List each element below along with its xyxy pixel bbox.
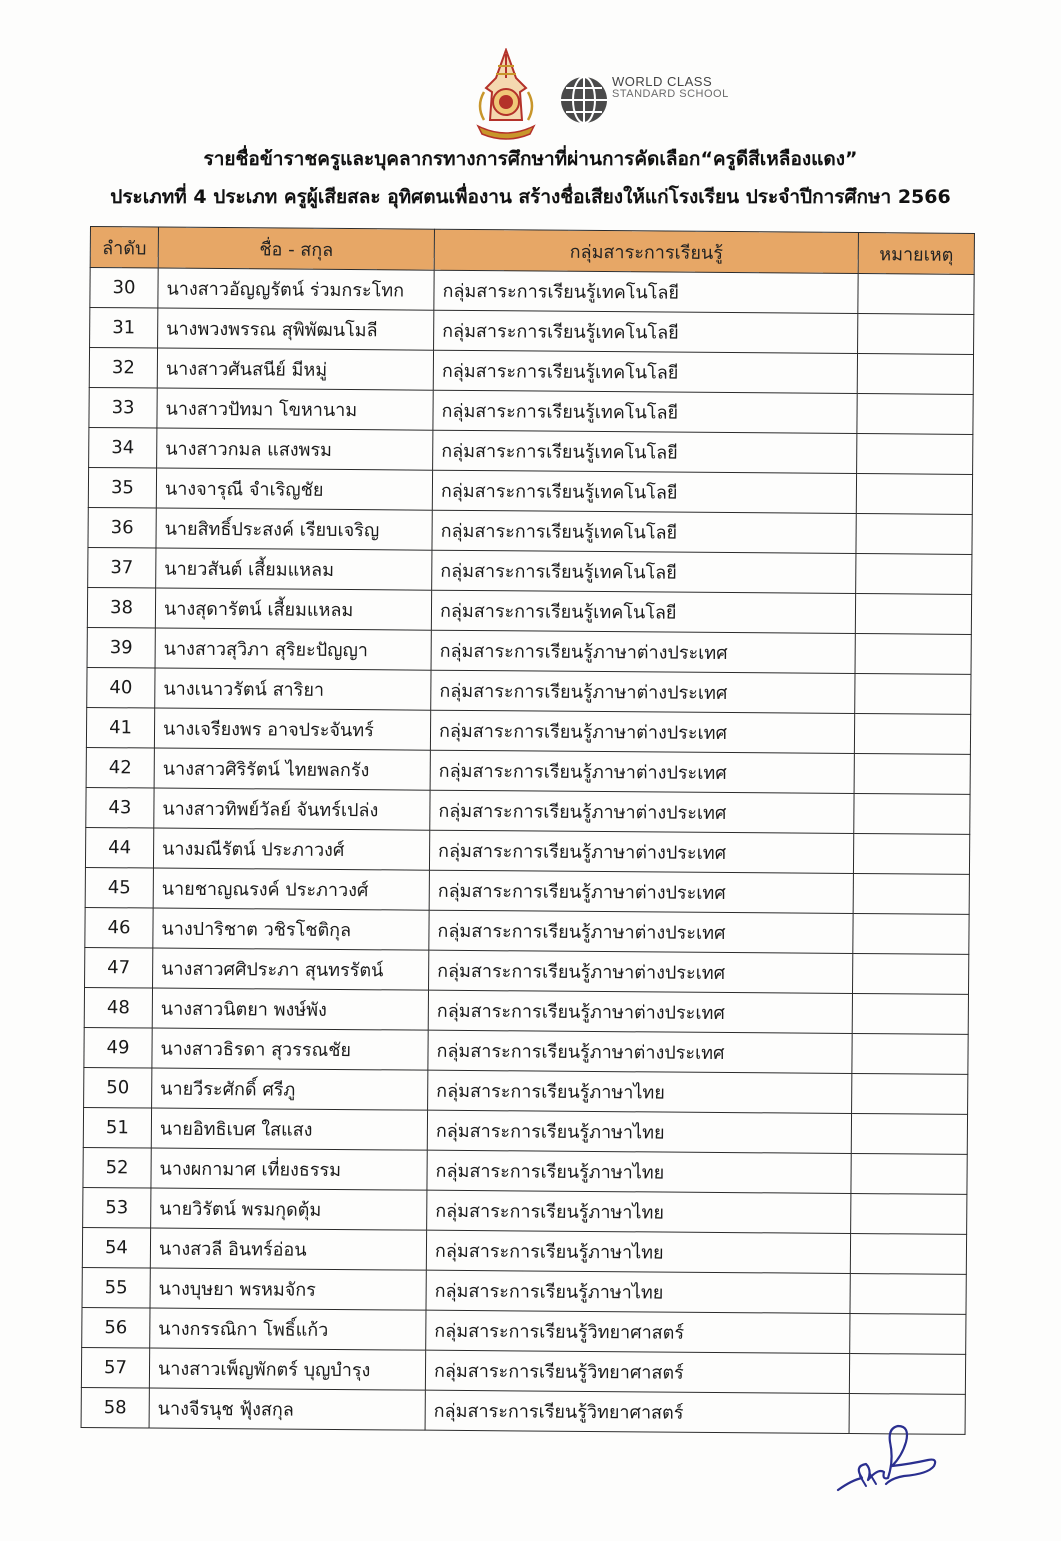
row-number: 38: [87, 587, 155, 628]
row-learning-group: กลุ่มสาระการเรียนรู้ภาษาไทย: [426, 1230, 850, 1273]
row-learning-group: กลุ่มสาระการเรียนรู้ภาษาไทย: [427, 1190, 851, 1233]
school-crest-icon: [470, 48, 542, 140]
row-note: [851, 1154, 967, 1195]
table-row: [90, 308, 974, 355]
row-number: 36: [88, 507, 156, 548]
row-name: นางกรรณิกา โพธิ์แก้ว: [150, 1308, 426, 1350]
row-name: นางเจรียงพร อาจประจันทร์: [154, 708, 430, 750]
row-number: 56: [82, 1307, 150, 1348]
wcs-line1: WORLD CLASS: [612, 74, 713, 89]
row-learning-group: กลุ่มสาระการเรียนรู้วิทยาศาสตร์: [425, 1350, 849, 1393]
row-note: [852, 954, 968, 995]
header-name: ชื่อ - สกุล: [158, 227, 434, 270]
row-learning-group: กลุ่มสาระการเรียนรู้ภาษาไทย: [428, 1070, 852, 1113]
row-name: นายวิรัตน์ พรมกุดตุ้ม: [151, 1188, 427, 1230]
row-name: นางสาวอัญญรัตน์ ร่วมกระโทก: [158, 268, 434, 310]
table-row: [83, 1107, 967, 1154]
row-note: [858, 314, 974, 355]
table-row: [87, 627, 971, 674]
row-number: 49: [84, 1027, 152, 1068]
row-learning-group: กลุ่มสาระการเรียนรู้ภาษาไทย: [427, 1150, 851, 1193]
row-note: [857, 434, 973, 475]
row-learning-group: กลุ่มสาระการเรียนรู้ภาษาต่างประเทศ: [430, 710, 854, 753]
row-number: 44: [85, 827, 153, 868]
row-number: 40: [87, 667, 155, 708]
roster-table: [81, 226, 975, 1435]
row-number: 33: [89, 387, 157, 428]
row-learning-group: กลุ่มสาระการเรียนรู้วิทยาศาสตร์: [426, 1310, 850, 1353]
row-note: [856, 514, 972, 555]
row-learning-group: กลุ่มสาระการเรียนรู้ภาษาต่างประเทศ: [430, 790, 854, 833]
header-logos: [470, 48, 729, 140]
row-learning-group: กลุ่มสาระการเรียนรู้ภาษาต่างประเทศ: [429, 950, 853, 993]
row-note: [855, 634, 971, 675]
row-note: [852, 1034, 968, 1075]
row-name: นายอิทธิเบศ ใสแสง: [151, 1108, 427, 1150]
row-number: 42: [86, 747, 154, 788]
table-row: [85, 867, 969, 914]
row-note: [849, 1354, 965, 1395]
table-row: [84, 987, 968, 1034]
row-number: 54: [82, 1227, 150, 1268]
row-learning-group: กลุ่มสาระการเรียนรู้เทคโนโลยี: [434, 310, 858, 353]
row-name: นางปาริชาต วชิรโชติกุล: [153, 908, 429, 950]
row-learning-group: กลุ่มสาระการเรียนรู้เทคโนโลยี: [433, 350, 857, 393]
row-name: นางสาวทิพย์วัลย์ จันทร์เปล่ง: [154, 788, 430, 830]
row-note: [853, 874, 969, 915]
row-learning-group: กลุ่มสาระการเรียนรู้เทคโนโลยี: [432, 510, 856, 553]
row-name: นางสาวเพ็ญพักตร์ บุญบำรุง: [149, 1348, 425, 1390]
row-name: นางสาวนิตยา พงษ์พัง: [152, 988, 428, 1030]
globe-icon: [558, 74, 610, 126]
row-name: นางสาวธิรดา สุวรรณชัย: [152, 1028, 428, 1070]
table-row: [82, 1307, 966, 1354]
document-title: รายชื่อข้าราชครูและบุคลากรทางการศึกษาที่ผ่านการคัดเลือก“ครูดีสีเหลืองแดง”: [203, 148, 858, 170]
row-number: 52: [83, 1147, 151, 1188]
row-name: นางสาวศศิประภา สุนทรรัตน์: [153, 948, 429, 990]
row-number: 51: [83, 1107, 151, 1148]
row-number: 34: [89, 427, 157, 468]
row-learning-group: กลุ่มสาระการเรียนรู้เทคโนโลยี: [433, 390, 857, 433]
row-note: [854, 794, 970, 835]
row-note: [850, 1314, 966, 1355]
row-note: [852, 1074, 968, 1115]
row-number: 43: [86, 787, 154, 828]
table-row: [89, 427, 973, 474]
row-name: นางมณีรัตน์ ประภาวงศ์: [153, 828, 429, 870]
row-number: 37: [88, 547, 156, 588]
row-learning-group: กลุ่มสาระการเรียนรู้เทคโนโลยี: [433, 430, 857, 473]
document-subtitle: ประเภทที่ 4 ประเภท ครูผู้เสียสละ อุทิศตนเพื่องาน สร้างชื่อเสียงให้แก่โรงเรียน ประจำปีการศึกษา 2566: [110, 186, 951, 208]
row-number: 41: [86, 707, 154, 748]
row-learning-group: กลุ่มสาระการเรียนรู้ภาษาต่างประเทศ: [430, 750, 854, 793]
wcs-line2: STANDARD SCHOOL: [612, 88, 729, 100]
row-note: [850, 1234, 966, 1275]
row-number: 31: [90, 308, 158, 349]
table-row: [86, 747, 970, 794]
table-row: [88, 507, 972, 554]
row-learning-group: กลุ่มสาระการเรียนรู้ภาษาต่างประเทศ: [429, 830, 853, 873]
row-name: นางเนาวรัตน์ สาริยา: [155, 668, 431, 710]
row-name: นายสิทธิ์ประสงค์ เรียบเจริญ: [156, 508, 432, 550]
row-number: 55: [82, 1267, 150, 1308]
row-learning-group: กลุ่มสาระการเรียนรู้ภาษาต่างประเทศ: [431, 630, 855, 673]
row-learning-group: กลุ่มสาระการเรียนรู้ภาษาไทย: [427, 1110, 851, 1153]
header-learning-group: กลุ่มสาระการเรียนรู้: [434, 229, 858, 273]
row-note: [858, 274, 974, 315]
row-note: [856, 554, 972, 595]
row-note: [853, 914, 969, 955]
table-row: [82, 1227, 966, 1274]
table-row: [84, 1027, 968, 1074]
row-learning-group: กลุ่มสาระการเรียนรู้ภาษาไทย: [426, 1270, 850, 1313]
row-name: นางสาวศิริรัตน์ ไทยพลกรัง: [154, 748, 430, 790]
row-number: 50: [84, 1067, 152, 1108]
table-row: [87, 667, 971, 714]
row-number: 57: [81, 1347, 149, 1388]
row-name: นางจารุณี จำเริญชัย: [156, 468, 432, 510]
row-learning-group: กลุ่มสาระการเรียนรู้ภาษาต่างประเทศ: [428, 990, 852, 1033]
table-row: [88, 547, 972, 594]
row-name: นายวสันต์ เสี้ยมแหลม: [156, 548, 432, 590]
row-name: นางสุดารัตน์ เสี้ยมแหลม: [155, 588, 431, 630]
row-learning-group: กลุ่มสาระการเรียนรู้ภาษาต่างประเทศ: [429, 870, 853, 913]
row-name: นางสาวกมล แสงพรม: [157, 428, 433, 470]
table-row: [86, 707, 970, 754]
table-row: [82, 1267, 966, 1314]
row-note: [853, 834, 969, 875]
row-note: [857, 394, 973, 435]
row-name: นางผกามาศ เที่ยงธรรม: [151, 1148, 427, 1190]
row-learning-group: กลุ่มสาระการเรียนรู้เทคโนโลยี: [432, 550, 856, 593]
table-row: [83, 1187, 967, 1234]
row-note: [857, 354, 973, 395]
row-number: 45: [85, 867, 153, 908]
row-learning-group: กลุ่มสาระการเรียนรู้ภาษาต่างประเทศ: [431, 670, 855, 713]
table-row: [85, 947, 969, 994]
row-number: 53: [83, 1187, 151, 1228]
row-number: 46: [85, 907, 153, 948]
table-row: [89, 387, 973, 434]
row-note: [854, 714, 970, 755]
table-row: [83, 1147, 967, 1194]
row-learning-group: กลุ่มสาระการเรียนรู้ภาษาต่างประเทศ: [429, 910, 853, 953]
row-note: [854, 754, 970, 795]
row-name: นางสาวศันสนีย์ มีหมู่: [157, 348, 433, 390]
row-learning-group: กลุ่มสาระการเรียนรู้เทคโนโลยี: [432, 470, 856, 513]
row-number: 30: [90, 268, 158, 309]
row-note: [851, 1194, 967, 1235]
table-row: [90, 268, 974, 315]
row-name: นายวีระศักดิ์ ศรีภู: [152, 1068, 428, 1110]
row-note: [850, 1274, 966, 1315]
table-row: [84, 1067, 968, 1114]
row-name: นางบุษยา พรหมจักร: [150, 1268, 426, 1310]
row-learning-group: กลุ่มสาระการเรียนรู้เทคโนโลยี: [434, 270, 858, 313]
row-learning-group: กลุ่มสาระการเรียนรู้วิทยาศาสตร์: [425, 1390, 849, 1433]
signature-icon: [832, 1420, 942, 1500]
table-row: [81, 1347, 965, 1394]
row-number: 48: [84, 987, 152, 1028]
table-row: [85, 827, 969, 874]
row-name: นายชาญณรงค์ ประภาวงศ์: [153, 868, 429, 910]
row-number: 32: [89, 348, 157, 389]
row-learning-group: กลุ่มสาระการเรียนรู้ภาษาต่างประเทศ: [428, 1030, 852, 1073]
world-class-school-logo: [558, 74, 729, 128]
table-header-row: [90, 227, 974, 275]
table-row: [86, 787, 970, 834]
row-number: 35: [88, 467, 156, 508]
row-note: [852, 994, 968, 1035]
table-row: [89, 348, 973, 395]
table-row: [85, 907, 969, 954]
row-name: นางสวลี อินทร์อ่อน: [150, 1228, 426, 1270]
row-note: [856, 474, 972, 515]
table-row: [87, 587, 971, 634]
row-name: นางสาวสุวิภา สุริยะปัญญา: [155, 628, 431, 670]
header-note: หมายเหตุ: [858, 233, 974, 275]
header-number: ลำดับ: [90, 227, 158, 269]
row-note: [851, 1114, 967, 1155]
table-row: [88, 467, 972, 514]
row-name: นางสาวปัทมา โขหานาม: [157, 388, 433, 430]
row-name: นางพวงพรรณ สุพิพัฒนโมลี: [158, 308, 434, 350]
row-note: [855, 594, 971, 635]
row-learning-group: กลุ่มสาระการเรียนรู้เทคโนโลยี: [431, 590, 855, 633]
row-note: [855, 674, 971, 715]
wcs-logo-text: [612, 76, 729, 100]
table-body: [81, 268, 974, 1435]
row-number: 47: [85, 947, 153, 988]
row-number: 58: [81, 1387, 149, 1428]
row-name: นางจีรนุช ฟุ้งสกุล: [149, 1388, 425, 1430]
row-number: 39: [87, 627, 155, 668]
